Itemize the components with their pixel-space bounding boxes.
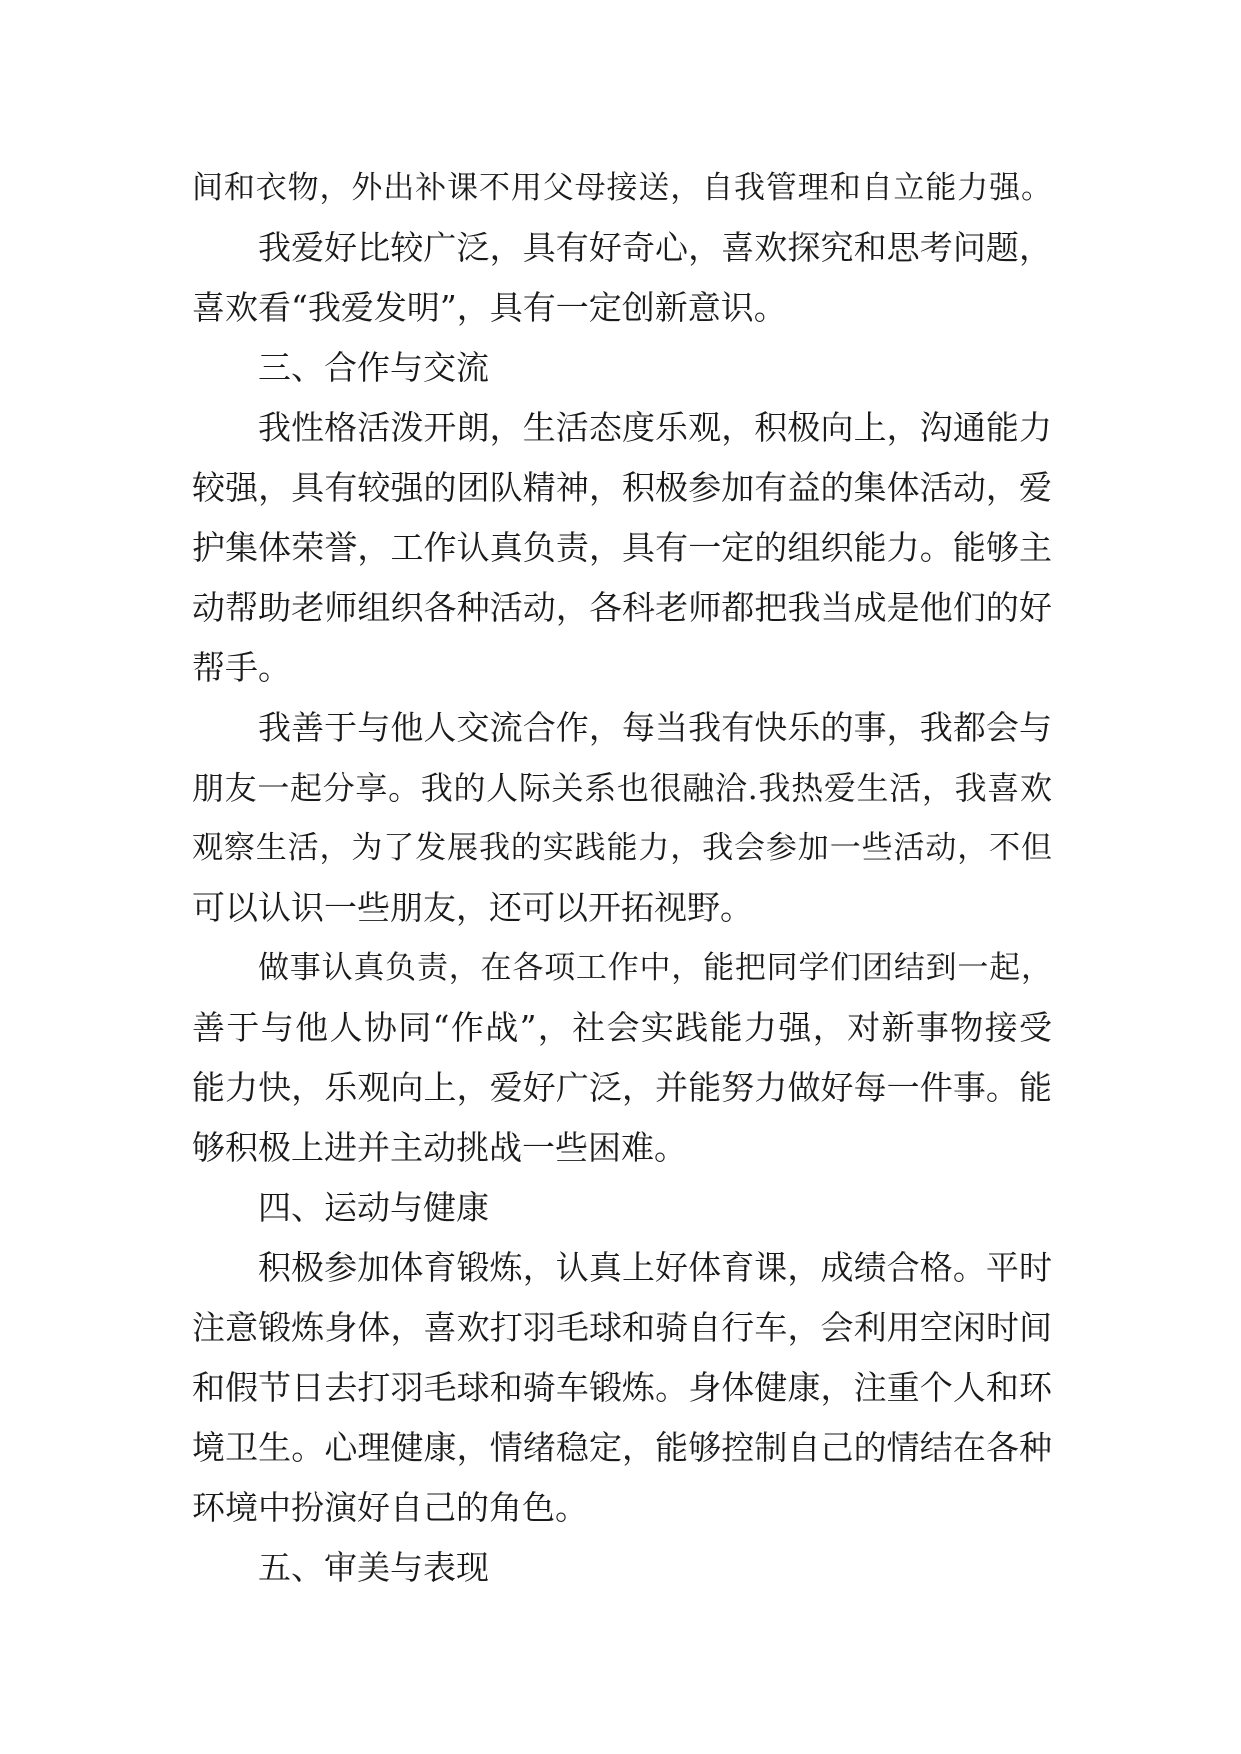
paragraph-line: 喜欢看“我爱发明”，具有一定创新意识。 xyxy=(192,288,787,327)
paragraph-line: 环境中扮演好自己的角色。 xyxy=(192,1488,588,1527)
paragraph-line: 观察生活，为了发展我的实践能力，我会参加一些活动，不但 xyxy=(192,830,1052,866)
section-heading: 五、审美与表现 xyxy=(258,1548,489,1587)
section-heading: 四、运动与健康 xyxy=(258,1188,489,1227)
paragraph-line: 间和衣物，外出补课不用父母接送，自我管理和自立能力强。 xyxy=(192,170,1052,206)
paragraph-line: 我爱好比较广泛，具有好奇心，喜欢探究和思考问题， xyxy=(258,228,1052,267)
paragraph-line: 我善于与他人交流合作，每当我有快乐的事，我都会与 xyxy=(258,708,1052,747)
paragraph-line: 能力快，乐观向上，爱好广泛，并能努力做好每一件事。能 xyxy=(192,1068,1052,1107)
paragraph-line: 帮手。 xyxy=(192,648,291,687)
paragraph-line: 注意锻炼身体，喜欢打羽毛球和骑自行车，会利用空闲时间 xyxy=(192,1308,1052,1347)
paragraph-line: 够积极上进并主动挑战一些困难。 xyxy=(192,1128,687,1167)
paragraph-line: 我性格活泼开朗，生活态度乐观，积极向上，沟通能力 xyxy=(258,408,1052,447)
paragraph-line: 护集体荣誉，工作认真负责，具有一定的组织能力。能够主 xyxy=(192,528,1052,567)
paragraph-line: 朋友一起分享。我的人际关系也很融洽.我热爱生活，我喜欢 xyxy=(192,769,1052,807)
paragraph-line: 积极参加体育锻炼，认真上好体育课，成绩合格。平时 xyxy=(258,1248,1052,1287)
paragraph-line: 境卫生。心理健康，情绪稳定，能够控制自己的情结在各种 xyxy=(192,1428,1052,1467)
paragraph-line: 可以认识一些朋友，还可以开拓视野。 xyxy=(192,888,753,927)
paragraph-line: 较强，具有较强的团队精神，积极参加有益的集体活动，爱 xyxy=(192,468,1052,507)
paragraph-line: 和假节日去打羽毛球和骑车锻炼。身体健康，注重个人和环 xyxy=(192,1368,1052,1407)
paragraph-line: 动帮助老师组织各种活动，各科老师都把我当成是他们的好 xyxy=(192,588,1052,627)
paragraph-line: 做事认真负责，在各项工作中，能把同学们团结到一起， xyxy=(258,950,1052,986)
section-heading: 三、合作与交流 xyxy=(258,348,489,387)
paragraph-line: 善于与他人协同“作战”，社会实践能力强，对新事物接受 xyxy=(192,1008,1052,1047)
